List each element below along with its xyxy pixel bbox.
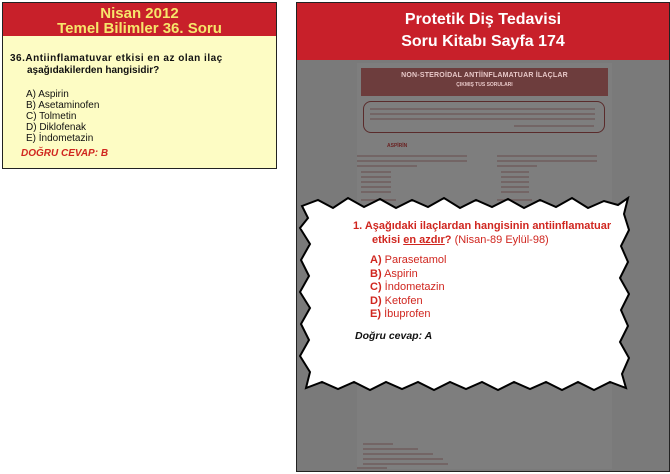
book-page-title: Soru Kitabı Sayfa 174 [401,33,565,50]
left-option-b: B) Asetaminofen [26,100,100,111]
popup-option-b [370,268,446,282]
left-card-header [3,3,276,36]
book-chapter-banner [361,68,608,96]
left-question-line-1: 36.Antiinflamatuvar etkisi en az olan ilaç [10,53,223,64]
left-question-card [2,2,277,169]
popup-option-b-text: Aspirin [384,267,418,280]
popup-option-c-letter: C) [370,281,382,293]
right-panel-header [297,3,669,60]
popup-option-e-text: İbuprofen [384,308,431,320]
popup-option-d-letter: D) [370,294,382,307]
left-question-line-2: aşağıdakilerden hangisidir? [27,65,160,76]
popup-question-emphasis: en azdır [403,234,445,246]
popup-option-e-letter: E) [370,308,381,320]
popup-option-a-text: Parasetamol [384,254,447,266]
left-question-text [10,53,268,77]
book-section-aspirin: ASPİRİN [387,143,408,149]
popup-option-b-letter: B) [370,267,382,280]
popup-correct-answer: Doğru cevap: A [355,330,433,342]
popup-question-source: (Nisan-89 Eylül-98) [454,234,549,246]
exam-question-title: Temel Bilimler 36. Soru [57,20,222,37]
book-chapter-subtitle: ÇIKMIŞ TUS SORULARI [456,82,513,88]
popup-option-c-text: İndometazin [384,281,445,293]
popup-question-mark: ? [444,234,452,246]
book-chapter-title: NON-STEROİDAL ANTİİNFLAMATUAR İLAÇLAR [401,72,568,79]
popup-option-e [370,308,446,322]
left-options-list [26,89,99,144]
book-notice-box [363,101,605,133]
popup-option-a [370,254,446,268]
popup-options-list [370,254,446,322]
left-option-c: C) Tolmetin [26,111,77,122]
popup-option-d-text: Ketofen [384,294,423,307]
exam-date-title: Nisan 2012 [100,5,179,22]
popup-option-d [370,295,446,309]
popup-question-line-2 [372,234,549,246]
left-correct-answer: DOĞRU CEVAP: B [21,148,109,159]
popup-question-line-1: 1. Aşağıdaki ilaçlardan hangisinin antiinflamatuar [353,220,612,232]
popup-question-etkisi: etkisi [372,234,401,246]
left-option-a: A) Aspirin [26,89,69,100]
question-popup [298,196,630,392]
popup-option-a-letter: A) [370,254,382,266]
left-option-d: D) Diklofenak [26,122,87,133]
popup-option-c [370,281,446,295]
left-option-e: E) İndometazin [26,133,94,144]
book-subject-title: Protetik Diş Tedavisi [404,11,562,28]
